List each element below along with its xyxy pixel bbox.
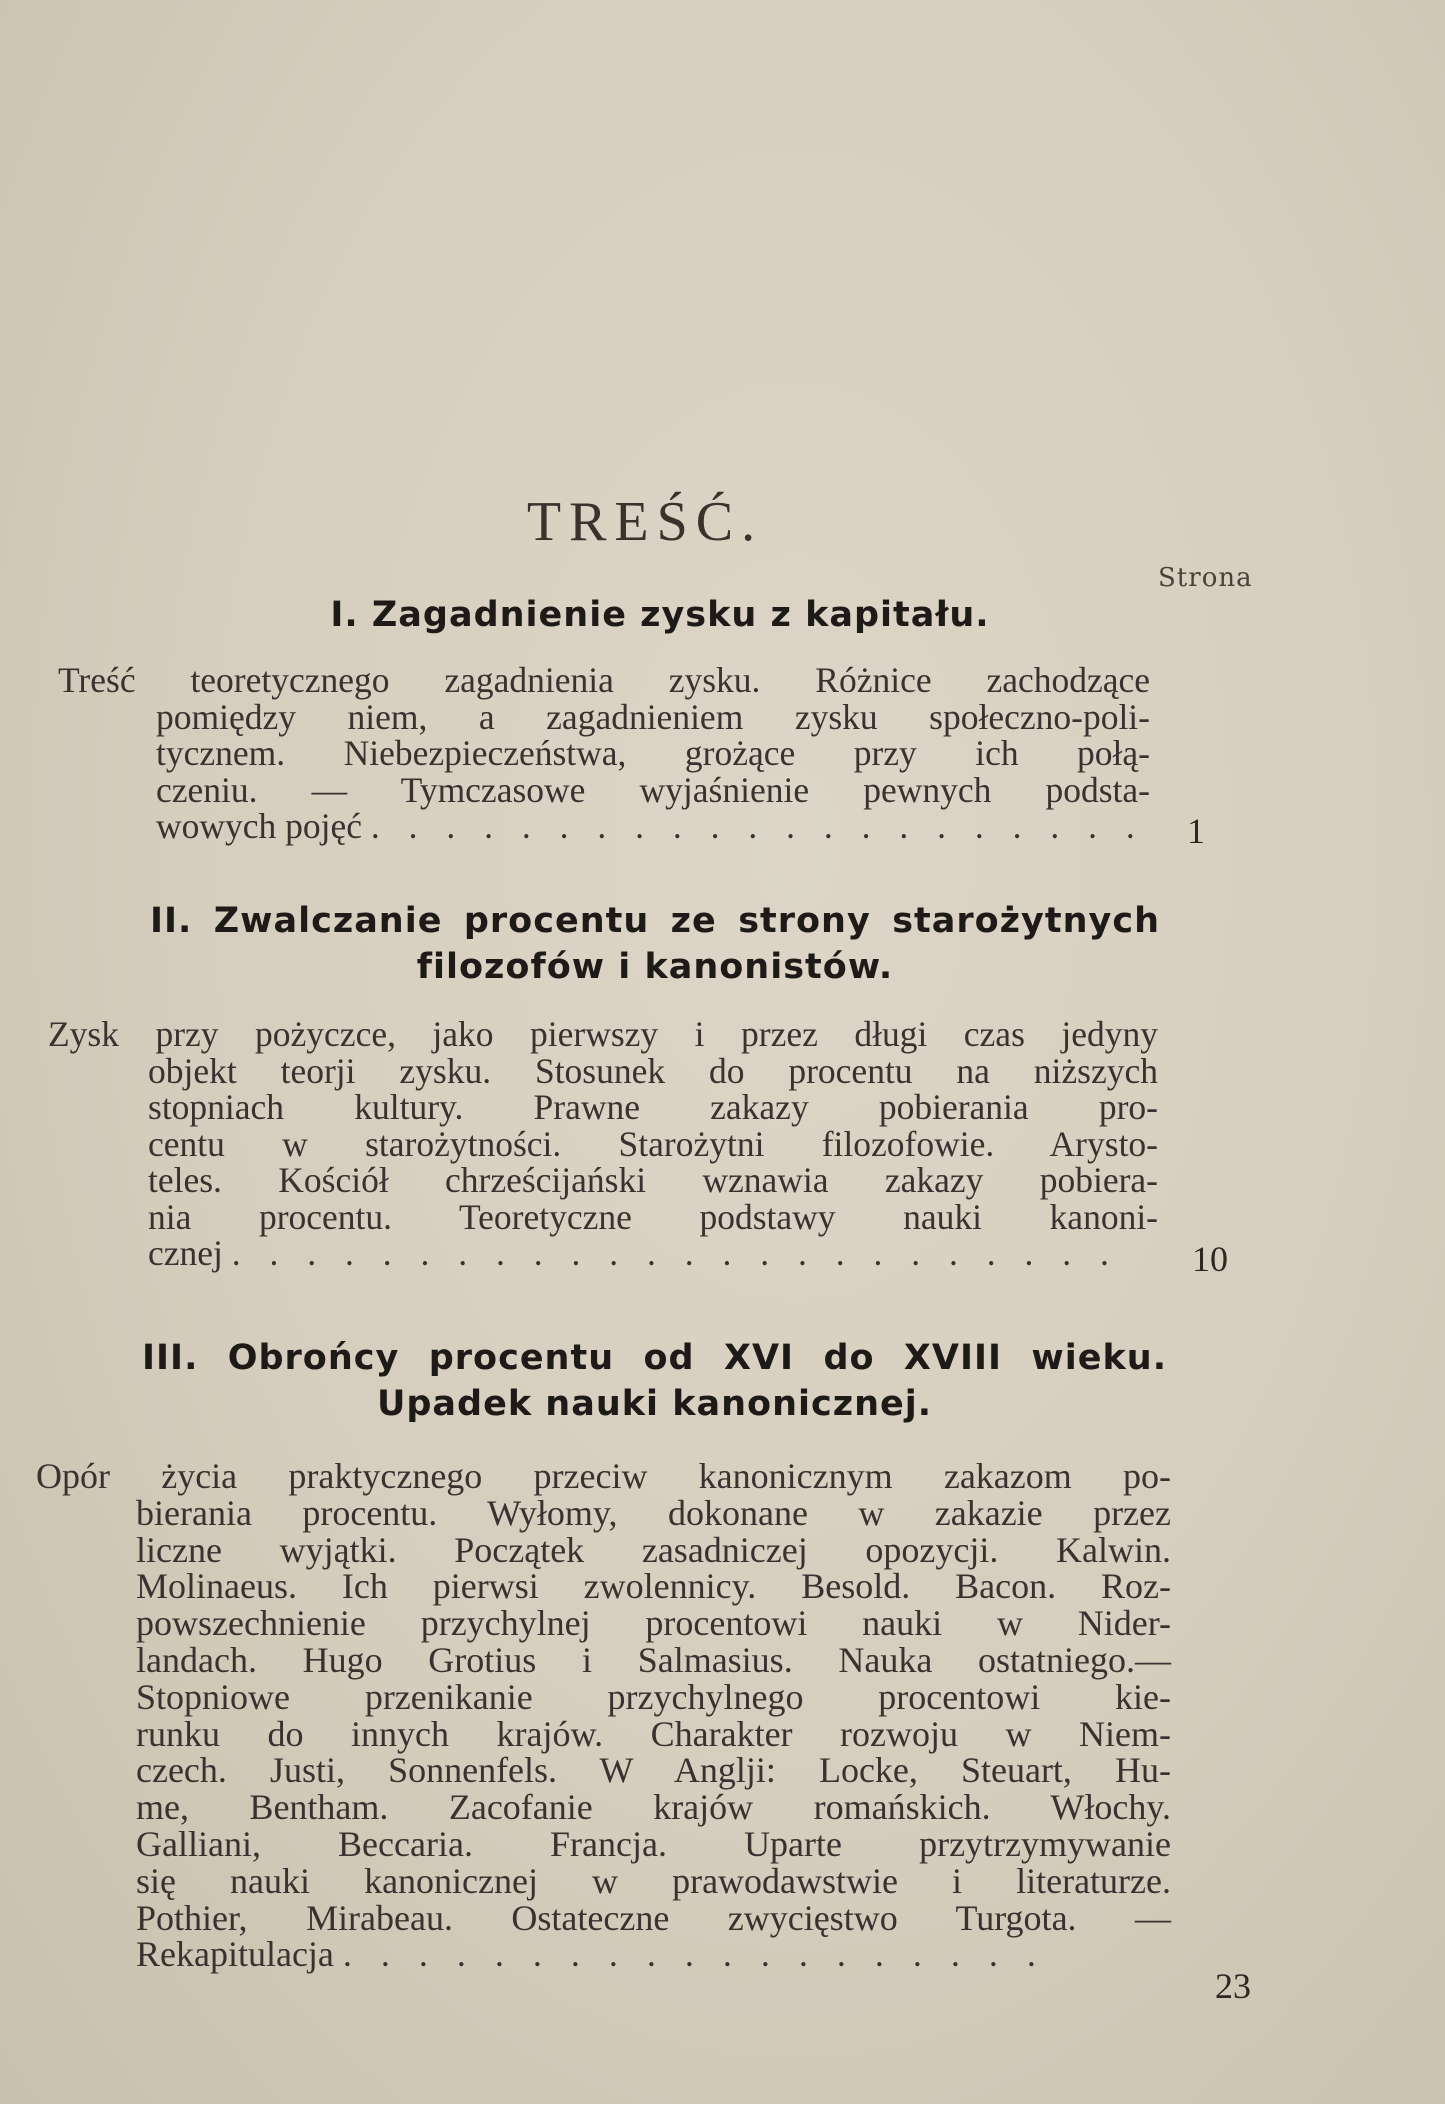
- chapter-summary: [48, 1016, 1158, 1272]
- summary-line: czech. Justi, Sonnenfels. W Anglji: Locke, Steuart, Hu-: [136, 1750, 1171, 1791]
- summary-line: Pothier, Mirabeau. Ostateczne zwycięstwo Turgota. —: [136, 1897, 1171, 1938]
- summary-line: [36, 1936, 1171, 1973]
- page-column-header: Strona: [1158, 563, 1253, 593]
- chapter-summary: [58, 662, 1150, 845]
- chapter-heading: [140, 592, 1180, 638]
- summary-line-last: Rekapitulacja: [136, 1934, 334, 1975]
- summary-line: czeniu. — Tymczasowe wyjaśnienie pewnych podsta-: [156, 769, 1150, 810]
- page-number: 10: [1192, 1239, 1228, 1279]
- summary-line: stopniach kultury. Prawne zakazy pobierania pro-: [148, 1087, 1158, 1127]
- summary-line: landach. Hugo Grotius i Salmasius. Nauka ostatniego.—: [136, 1639, 1171, 1680]
- summary-line: Opór życia praktycznego przeciw kanonicznym zakazom po-: [36, 1456, 1171, 1496]
- summary-line: [48, 1235, 1158, 1272]
- summary-line-last: wowych pojęć: [156, 806, 363, 846]
- dot-leader: . . . . . . . . . . . . . . . . . . .: [342, 1934, 1046, 1975]
- chapter-heading: [150, 898, 1160, 990]
- summary-line: liczne wyjątki. Początek zasadniczej opozycji. Kalwin.: [136, 1529, 1171, 1570]
- page-number: 1: [1187, 811, 1205, 851]
- summary-line: się nauki kanonicznej w prawodawstwie i literaturze.: [136, 1860, 1171, 1901]
- summary-line: me, Bentham. Zacofanie krajów romańskich. Włochy.: [136, 1787, 1171, 1828]
- summary-line: centu w starożytności. Starożytni filozofowie. Arysto-: [148, 1123, 1158, 1164]
- chapter-heading-line: III. Obrońcy procentu od XVI do XVIII wieku.: [142, 1338, 1167, 1378]
- chapter-heading-line: Upadek nauki kanonicznej.: [376, 1384, 933, 1424]
- dot-leader: . . . . . . . . . . . . . . . . . . . . . . . .: [231, 1233, 1119, 1273]
- summary-line: Zysk przy pożyczce, jako pierwszy i przez długi czas jedyny: [48, 1014, 1158, 1054]
- summary-line: teles. Kościół chrześcijański wznawia zakazy pobiera-: [148, 1160, 1158, 1200]
- chapter-summary: [36, 1458, 1171, 1973]
- summary-line: Galliani, Beccaria. Francja. Uparte przytrzymywanie: [136, 1823, 1171, 1864]
- summary-line: objekt teorji zysku. Stosunek do procentu na niższych: [148, 1050, 1158, 1091]
- summary-line: Molinaeus. Ich pierwsi zwolennicy. Besold. Bacon. Roz-: [136, 1566, 1171, 1607]
- summary-line: runku do innych krajów. Charakter rozwoju w Niem-: [136, 1713, 1171, 1754]
- chapter-heading-line: I. Zagadnienie zysku z kapitału.: [330, 595, 990, 635]
- summary-line: Treść teoretycznego zagadnienia zysku. Różnice zachodzące: [58, 660, 1150, 700]
- summary-line: pomiędzy niem, a zagadnieniem zysku społeczno-poli-: [156, 696, 1150, 737]
- summary-line-last: cznej: [148, 1233, 223, 1273]
- page-title: TREŚĆ.: [526, 491, 764, 553]
- summary-line: [58, 808, 1150, 845]
- summary-line: tycznem. Niebezpieczeństwa, grożące przy ich połą-: [156, 733, 1150, 773]
- chapter-heading-line: II. Zwalczanie procentu ze strony starożytnych: [150, 901, 1160, 941]
- page-number: 23: [1215, 1966, 1251, 2006]
- summary-line: Stopniowe przenikanie przychylnego procentowi kie-: [136, 1676, 1171, 1717]
- summary-line: powszechnienie przychylnej procentowi nauki w Nider-: [136, 1603, 1171, 1644]
- summary-line: bierania procentu. Wyłomy, dokonane w zakazie przez: [136, 1492, 1171, 1533]
- summary-line: nia procentu. Teoretyczne podstawy nauki kanoni-: [148, 1196, 1158, 1237]
- chapter-heading-line: filozofów i kanonistów.: [416, 947, 894, 987]
- chapter-heading: [142, 1335, 1167, 1427]
- dot-leader: . . . . . . . . . . . . . . . . . . . . .: [370, 806, 1145, 846]
